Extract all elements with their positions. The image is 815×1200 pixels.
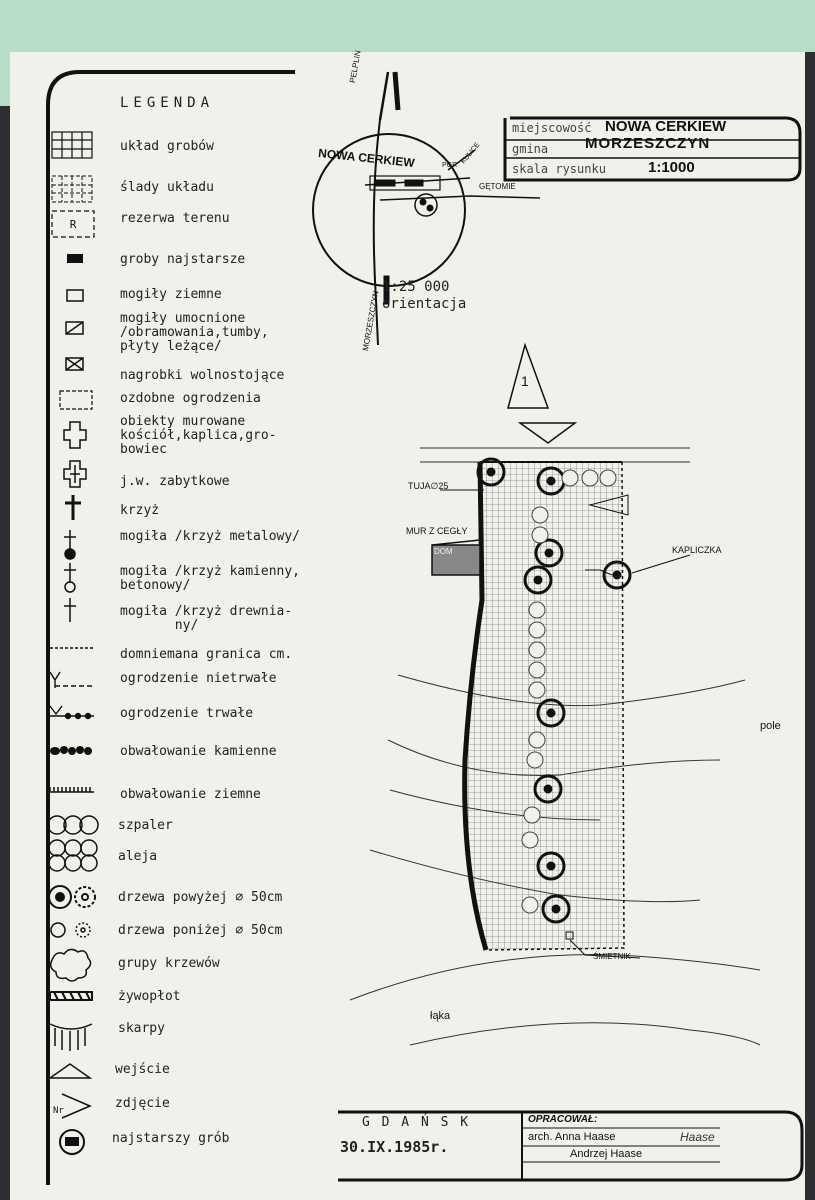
author-2: Andrzej Haase <box>570 1148 643 1160</box>
temporary-fence-icon <box>50 672 94 688</box>
oldest-graves-icon <box>67 254 83 263</box>
signature: Haase <box>680 1130 715 1144</box>
north-arrow <box>508 345 575 443</box>
legend-label: j.w. zabytkowe <box>120 474 230 489</box>
legend-label: obwałowanie ziemne <box>120 787 261 802</box>
permanent-fence-icon <box>48 706 94 719</box>
metal-cross-grave-icon <box>64 530 76 559</box>
reinforced-grave-icon <box>66 322 83 334</box>
legend-label: aleja <box>118 849 158 864</box>
legend-title: LEGENDA <box>120 95 215 111</box>
legend-label: mogiła /krzyż kamienny, betonowy/ <box>120 564 301 593</box>
alley-icon <box>49 840 97 871</box>
legend-label: ogrodzenie nietrwałe <box>120 671 277 686</box>
road-north-label: PELPLIN <box>348 49 363 84</box>
legend-label: najstarszy grób <box>112 1131 230 1146</box>
stone-cross-grave-icon <box>64 563 76 592</box>
author-1: arch. Anna Haase <box>528 1131 616 1143</box>
slope-icon <box>50 1024 92 1051</box>
footer-city: G D A Ń S K <box>362 1115 471 1130</box>
grave-grid-icon <box>52 132 92 158</box>
legend-label: rezerwa terenu <box>120 211 230 226</box>
tree-row-icon <box>48 816 98 834</box>
legend-label: groby najstarsze <box>120 252 246 267</box>
road-south-label: MORZESZCZYN <box>361 290 381 352</box>
legend-label: szpaler <box>118 818 173 833</box>
house-label: DOM <box>434 547 453 556</box>
decorative-fence-icon <box>60 391 92 409</box>
earth-embankment-icon <box>48 787 94 792</box>
legend-label: domniemana granica cm. <box>120 647 293 662</box>
legend-label: drzewa powyżej ∅ 50cm <box>118 890 283 905</box>
hedge-icon <box>50 992 92 1000</box>
legend-label: mogiła /krzyż metalowy/ <box>120 529 301 544</box>
freestanding-tombstone-icon <box>66 358 83 370</box>
footer-date: 30.IX.1985r. <box>340 1138 449 1156</box>
historic-building-icon <box>64 461 86 487</box>
legend-label: układ grobów <box>120 139 214 154</box>
small-tree-icon <box>51 923 90 937</box>
legend-label: ogrodzenie trwałe <box>120 706 254 721</box>
reserve-area-icon <box>52 211 94 237</box>
legend-label: zdjęcie <box>115 1096 170 1111</box>
masonry-building-icon <box>64 422 86 448</box>
legend-label: żywopłot <box>118 989 181 1004</box>
entrance-icon <box>50 1064 90 1078</box>
legend-label: obiekty murowane kościół,kaplica,gro- bowiec <box>120 414 277 457</box>
svg-text:R: R <box>69 218 77 231</box>
bin-label: ŚMIETNIK <box>593 952 631 961</box>
legend-label: grupy krzewów <box>118 956 220 971</box>
north-number: 1 <box>521 373 529 389</box>
grid-traces-icon <box>52 176 92 202</box>
map-caption: orientacja <box>382 296 467 312</box>
legend-label: nagrobki wolnostojące <box>120 368 285 383</box>
photo-icon <box>53 1094 90 1118</box>
shrub-group-icon <box>51 949 91 981</box>
map-scale: 1:25 000 <box>382 279 450 295</box>
meadow-label: łąka <box>430 1010 451 1022</box>
legend-label: wejście <box>115 1062 170 1077</box>
commune-value: MORZESZCZYN <box>585 135 711 152</box>
prepared-label: OPRACOWAŁ: <box>528 1114 598 1125</box>
pgr-label: PGR <box>442 162 458 169</box>
scale-label: skala rysunku <box>512 162 606 176</box>
svg-text:Nr: Nr <box>53 1106 64 1116</box>
wall-label: MUR Z CEGŁY <box>406 526 468 536</box>
earth-grave-icon <box>67 290 83 301</box>
legend-label: ślady układu <box>120 180 214 195</box>
place-value: NOWA CERKIEW <box>605 118 727 135</box>
legend-label: skarpy <box>118 1021 165 1036</box>
chapel-label: KAPLICZKA <box>672 545 722 555</box>
road-east-label: GĘTOMIE <box>479 182 516 191</box>
cross-icon <box>65 495 81 520</box>
road-lines <box>420 448 690 462</box>
scale-value: 1:1000 <box>648 159 695 176</box>
village-label: NOWA CERKIEW <box>317 145 416 171</box>
commune-label: gmina <box>512 142 549 156</box>
kulice-label: KULICE <box>459 141 482 166</box>
stone-embankment-icon <box>50 746 92 755</box>
legend-label: mogiły umocnione /obramowania,tumby, płyty leżące/ <box>120 311 269 354</box>
legend-label: krzyż <box>120 503 160 518</box>
thuja-label: TUJA∅25 <box>408 481 449 491</box>
legend-label: drzewa poniżej ∅ 50cm <box>118 923 283 938</box>
legend-label: mogiła /krzyż drewnia- ny/ <box>120 604 293 633</box>
large-tree-icon <box>49 886 95 908</box>
legend-label: obwałowanie kamienne <box>120 744 277 759</box>
legend-label: ozdobne ogrodzenia <box>120 391 261 406</box>
place-label: miejscowość <box>512 121 592 135</box>
field-label: pole <box>760 720 781 732</box>
wooden-cross-grave-icon <box>64 598 76 622</box>
oldest-grave-icon <box>60 1130 84 1154</box>
legend-label: mogiły ziemne <box>120 287 222 302</box>
